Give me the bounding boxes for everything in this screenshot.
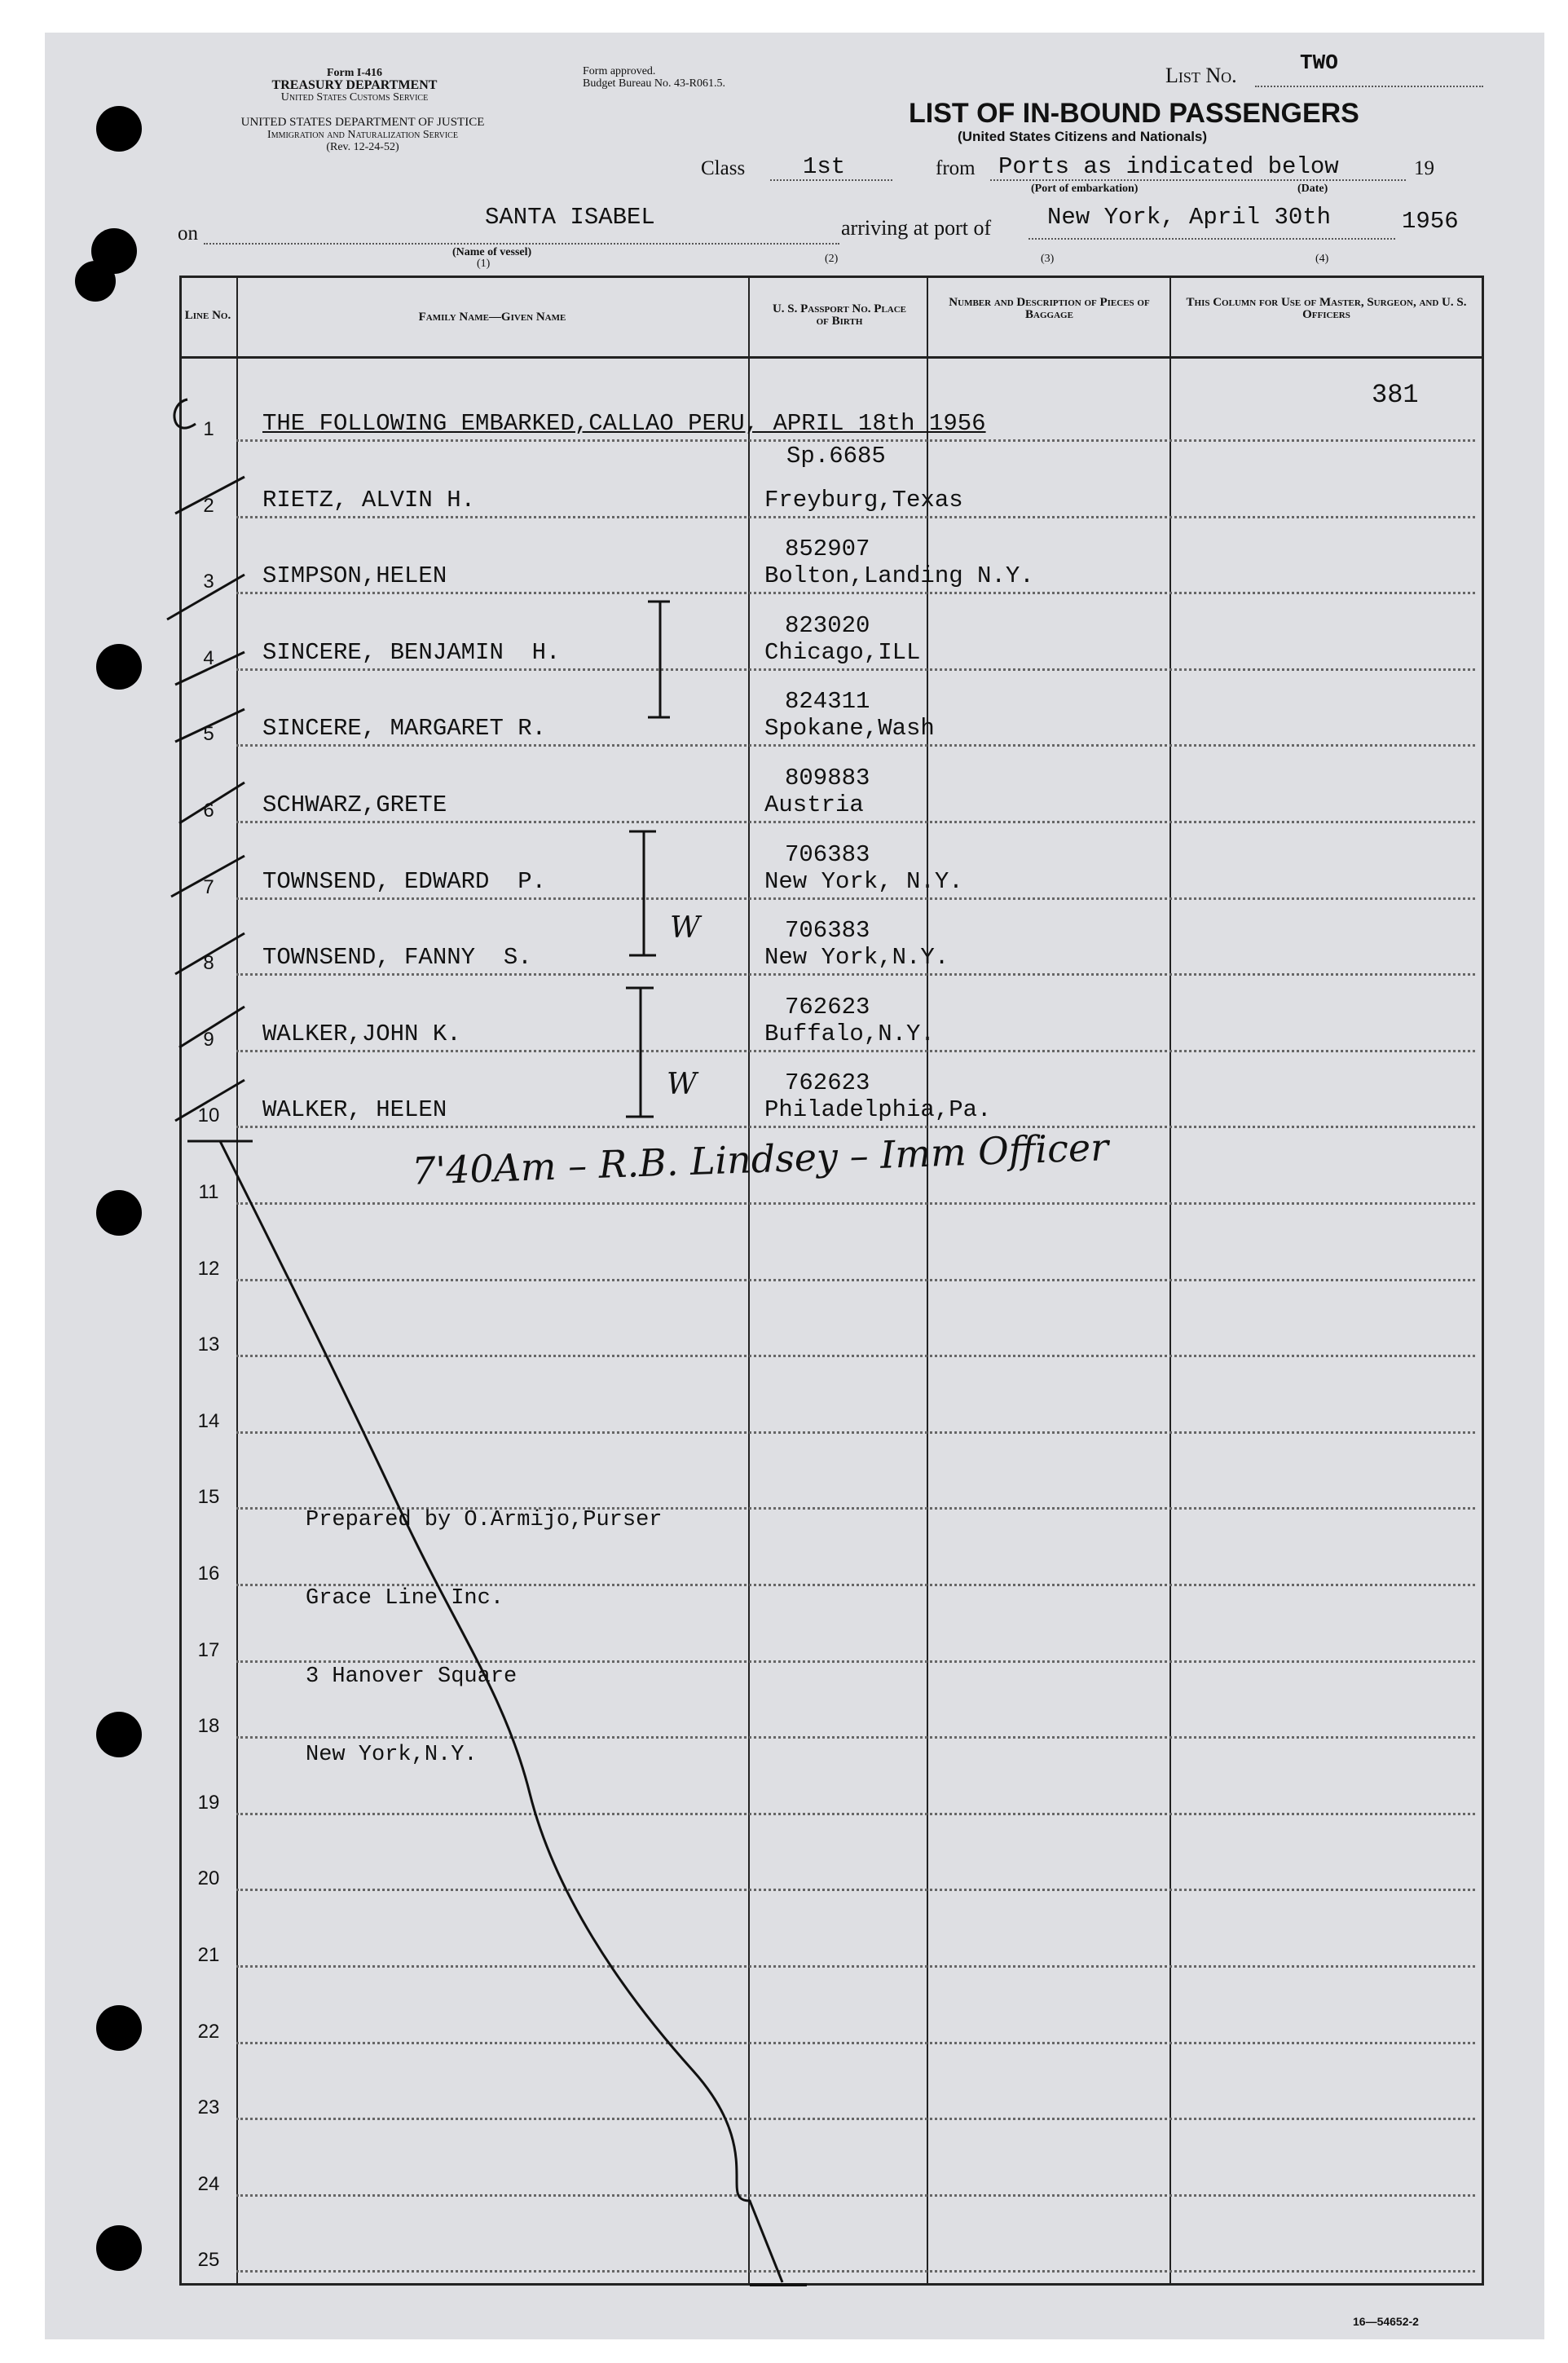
prepared-by-line: Prepared by O.Armijo,Purser [306, 1508, 663, 1532]
check-mark [167, 575, 244, 619]
col-family-name: Family Name—Given Name [418, 311, 566, 324]
row-check-marks [167, 399, 244, 1121]
officer-annotation: 7'40Am – R.B. Lindsey – Imm Officer [411, 1125, 1109, 1193]
line-number: 15 [197, 1486, 220, 1509]
line-number: 13 [197, 1334, 220, 1356]
list-no-value: TWO [1300, 51, 1338, 75]
arrival-year: 1956 [1402, 208, 1459, 235]
line-number: 16 [197, 1563, 220, 1585]
place-of-birth: New York,N.Y. [764, 944, 949, 972]
arriving-label: arriving at port of [841, 216, 992, 240]
place-of-birth: Spokane,Wash [764, 715, 935, 743]
check-mark [175, 477, 244, 514]
footer-code: 16—54652-2 [1353, 2315, 1419, 2328]
line-number: 4 [203, 646, 214, 669]
line-number: 5 [203, 723, 214, 746]
passport-number: 762623 [785, 1069, 870, 1097]
place-of-birth: Bolton,Landing N.Y. [764, 562, 1034, 590]
line-number: 17 [197, 1638, 220, 1661]
prepared-by-line: 3 Hanover Square [306, 1664, 518, 1689]
line-number: 20 [197, 1867, 220, 1890]
line-number: 10 [197, 1104, 220, 1127]
passenger-name: SCHWARZ,GRETE [262, 791, 447, 818]
line-number: 11 [198, 1181, 219, 1203]
passport-number: 824311 [785, 688, 870, 716]
line-number: 23 [197, 2096, 220, 2119]
line-number: 2 [203, 494, 214, 517]
line-number: 1 [203, 418, 214, 440]
revision-date: (Rev. 12-24-52) [326, 141, 399, 153]
check-mark [175, 709, 244, 742]
place-of-birth: Chicago,ILL [764, 638, 921, 666]
bracket-mark [629, 831, 656, 955]
form-approved-text: Form approved. [583, 65, 656, 77]
passenger-name: TOWNSEND, FANNY S. [262, 944, 532, 972]
caption-3: (3) [1041, 253, 1055, 265]
passenger-name: RIETZ, ALVIN H. [262, 486, 476, 514]
vessel-name: SANTA ISABEL [485, 204, 655, 231]
passenger-name: SINCERE, MARGARET R. [262, 715, 547, 743]
passenger-name: SINCERE, BENJAMIN H. [262, 638, 561, 666]
bracket-mark [626, 988, 654, 1117]
line-number: 6 [203, 800, 214, 822]
bracket-letter: W [667, 1068, 698, 1101]
form-number: Form I-416 [326, 67, 383, 79]
stamp-number: 381 [1372, 380, 1419, 410]
document-title: LIST OF IN-BOUND PASSENGERS [909, 98, 1359, 129]
port-of-embarkation: Ports as indicated below [998, 153, 1339, 180]
line-number: 25 [197, 2249, 220, 2272]
line-number: 24 [197, 2172, 220, 2195]
passport-number: Sp.6685 [786, 443, 886, 470]
passenger-name: THE FOLLOWING EMBARKED,CALLAO PERU, APRIL 18th 1956 [262, 410, 986, 437]
caption-2: (2) [825, 253, 839, 265]
place-of-birth: New York, N.Y. [764, 867, 963, 895]
col-officers: This Column for Use of Master, Surgeon, and U. S. Officers [1186, 296, 1467, 321]
customs-service: United States Customs Service [280, 91, 429, 104]
treasury-department: TREASURY DEPARTMENT [271, 78, 438, 92]
vessel-caption: (Name of vessel) [452, 246, 532, 258]
from-year-prefix: 19 [1414, 157, 1434, 179]
passport-number: 809883 [785, 765, 870, 791]
line-number: 9 [203, 1028, 214, 1051]
line-number: 22 [197, 2020, 220, 2043]
strike-through-line [220, 1141, 782, 2282]
line-number: 12 [197, 1257, 220, 1280]
on-label: on [178, 223, 198, 245]
from-label: from [936, 157, 976, 179]
check-mark [175, 1080, 244, 1121]
passport-number: 706383 [785, 840, 870, 868]
check-mark [179, 783, 244, 823]
line-number: 7 [203, 875, 214, 898]
circle-mark [174, 399, 196, 428]
bracket-letter: W [670, 911, 701, 945]
bracket-mark [648, 602, 670, 717]
class-value: 1st [803, 153, 846, 180]
passenger-name: WALKER, HELEN [262, 1096, 447, 1124]
prepared-by-line: Grace Line Inc. [306, 1586, 504, 1611]
place-of-birth: Philadelphia,Pa. [764, 1096, 992, 1124]
justice-department: UNITED STATES DEPARTMENT OF JUSTICE [240, 116, 485, 129]
date-caption: (Date) [1297, 183, 1328, 195]
place-of-birth: Freyburg,Texas [764, 486, 963, 514]
class-label: Class [701, 157, 746, 179]
place-of-birth: Buffalo,N.Y. [764, 1020, 935, 1047]
check-mark [175, 652, 244, 685]
prepared-by-line: New York,N.Y. [306, 1743, 478, 1767]
line-number: 14 [197, 1409, 220, 1432]
passenger-name: WALKER,JOHN K. [262, 1020, 461, 1047]
list-no-label: List No. [1165, 64, 1237, 87]
port-caption: (Port of embarkation) [1031, 183, 1139, 195]
col-passport: U. S. Passport No. Place of Birth [772, 302, 907, 328]
caption-4: (4) [1315, 253, 1329, 265]
passport-number: 823020 [785, 611, 870, 639]
budget-bureau-text: Budget Bureau No. 43-R061.5. [583, 77, 725, 90]
arrival-port-date: New York, April 30th [1047, 204, 1332, 231]
col-baggage: Number and Description of Pieces of Baggage [949, 296, 1150, 321]
check-mark [171, 856, 244, 897]
line-number: 18 [197, 1715, 220, 1738]
caption-1: (1) [477, 258, 491, 270]
line-number: 8 [203, 952, 214, 975]
place-of-birth: Austria [764, 791, 864, 818]
passport-number: 852907 [785, 536, 870, 563]
bracket-marks [626, 602, 670, 1117]
passenger-name: TOWNSEND, EDWARD P. [262, 867, 547, 895]
document-subtitle: (United States Citizens and Nationals) [958, 129, 1208, 144]
ins-service: Immigration and Naturalization Service [267, 129, 458, 141]
passport-number: 706383 [785, 917, 870, 945]
check-mark [179, 1007, 244, 1047]
line-number: 21 [197, 1944, 220, 1966]
passenger-name: SIMPSON,HELEN [262, 562, 447, 590]
line-number: 3 [203, 571, 214, 593]
passport-number: 762623 [785, 993, 870, 1021]
line-number: 19 [197, 1791, 220, 1814]
col-line-no: Line No. [184, 309, 231, 322]
check-mark [175, 933, 244, 974]
